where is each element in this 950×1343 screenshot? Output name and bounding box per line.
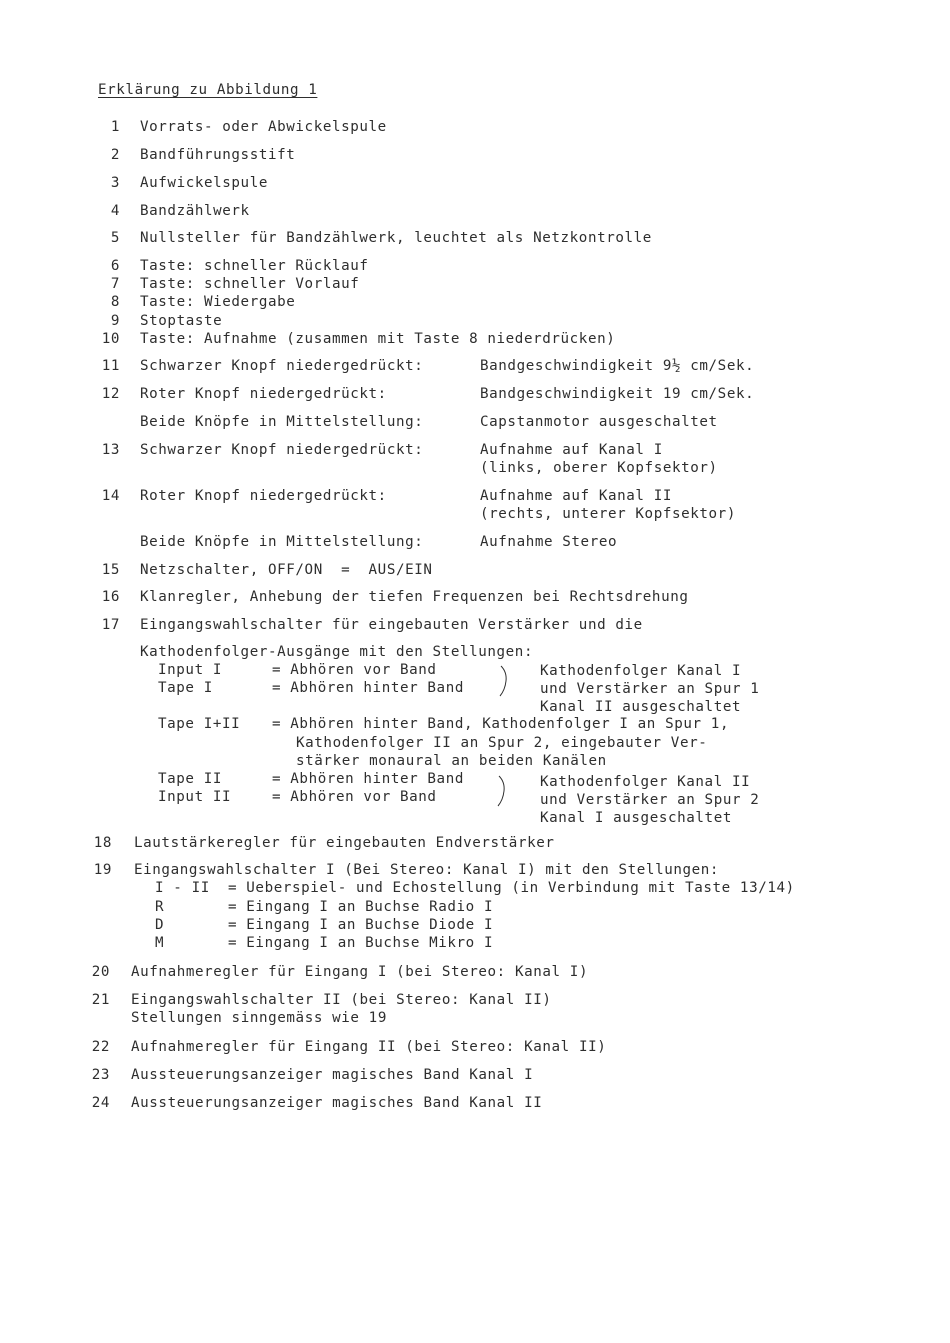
item-text: Stellungen sinngemäss wie 19 — [131, 1010, 387, 1026]
switch-description: = Abhören hinter Band, Kathodenfolger I an Spur 1, — [272, 716, 730, 732]
item-text: Stoptaste — [140, 313, 223, 329]
item-number: 16 — [101, 589, 120, 605]
item-text: Taste: schneller Vorlauf — [140, 276, 360, 292]
switch-description: = Abhören vor Band — [272, 789, 437, 805]
item-text: Aussteuerungsanzeiger magisches Band Kanal II — [131, 1095, 543, 1111]
item-text: Nullsteller für Bandzählwerk, leuchtet als Netzkontrolle — [140, 230, 652, 246]
item-number: 3 — [110, 175, 120, 191]
item-number: 19 — [93, 862, 112, 878]
note-line: Kathodenfolger Kanal I — [540, 663, 742, 679]
item-text: Eingangswahlschalter I (Bei Stereo: Kanal I) mit den Stellungen: — [134, 862, 720, 878]
item-number: 1 — [110, 119, 120, 135]
item-number: 11 — [101, 358, 120, 374]
item-text: Aufnahmeregler für Eingang II (bei Stereo: Kanal II) — [131, 1039, 607, 1055]
note-line: und Verstärker an Spur 1 — [540, 681, 760, 697]
switch-label: I - II — [155, 880, 210, 896]
switch-label: Tape II — [158, 771, 222, 787]
item-number: 22 — [91, 1039, 110, 1055]
item-number: 20 — [91, 964, 110, 980]
switch-description: = Eingang I an Buchse Radio I — [228, 899, 494, 915]
switch-description: = Abhören hinter Band — [272, 771, 464, 787]
item-number: 2 — [110, 147, 120, 163]
switch-description: stärker monaural an beiden Kanälen — [296, 753, 607, 769]
item-number: 24 — [91, 1095, 110, 1111]
item-text: Lautstärkeregler für eingebauten Endverstärker — [134, 835, 555, 851]
item-text: Aufwickelspule — [140, 175, 268, 191]
item-text: Taste: schneller Rücklauf — [140, 258, 369, 274]
item-number: 17 — [101, 617, 120, 633]
kathodenfolger-intro: Kathodenfolger-Ausgänge mit den Stellungen: — [140, 644, 534, 660]
item-text: Netzschalter, OFF/ON = AUS/EIN — [140, 562, 433, 578]
item-number: 7 — [110, 276, 120, 292]
item-number: 8 — [110, 294, 120, 310]
item-text: Klanregler, Anhebung der tiefen Frequenzen bei Rechtsdrehung — [140, 589, 689, 605]
item-value: Bandgeschwindigkeit 19 cm/Sek. — [480, 386, 755, 402]
item-text: Schwarzer Knopf niedergedrückt: — [140, 442, 424, 458]
item-text: Bandzählwerk — [140, 203, 250, 219]
item-value-detail: (links, oberer Kopfsektor) — [480, 460, 718, 476]
item-value: Capstanmotor ausgeschaltet — [480, 414, 718, 430]
brace-icon — [495, 774, 509, 808]
switch-label: R — [155, 899, 165, 915]
note-line: und Verstärker an Spur 2 — [540, 792, 760, 808]
item-text: Taste: Wiedergabe — [140, 294, 296, 310]
item-number: 6 — [110, 258, 120, 274]
switch-description: = Abhören hinter Band — [272, 680, 464, 696]
switch-label: M — [155, 935, 165, 951]
item-text: Bandführungsstift — [140, 147, 296, 163]
switch-label: Tape I+II — [158, 716, 241, 732]
item-number: 12 — [101, 386, 120, 402]
item-text: Taste: Aufnahme (zusammen mit Taste 8 niederdrücken) — [140, 331, 616, 347]
item-value: Aufnahme Stereo — [480, 534, 618, 550]
item-text: Vorrats- oder Abwickelspule — [140, 119, 387, 135]
note-line: Kanal II ausgeschaltet — [540, 699, 742, 715]
item-value: Aufnahme auf Kanal I — [480, 442, 663, 458]
item-number: 15 — [101, 562, 120, 578]
switch-label: D — [155, 917, 165, 933]
item-text: Aussteuerungsanzeiger magisches Band Kanal I — [131, 1067, 534, 1083]
switch-label: Input II — [158, 789, 232, 805]
item-value-detail: (rechts, unterer Kopfsektor) — [480, 506, 736, 522]
item-value: Aufnahme auf Kanal II — [480, 488, 672, 504]
item-value: Bandgeschwindigkeit 9½ cm/Sek. — [480, 358, 755, 374]
item-number: 9 — [110, 313, 120, 329]
item-number: 13 — [101, 442, 120, 458]
item-number: 21 — [91, 992, 110, 1008]
switch-label: Tape I — [158, 680, 213, 696]
note-line: Kathodenfolger Kanal II — [540, 774, 751, 790]
item-text: Eingangswahlschalter für eingebauten Verstärker und die — [140, 617, 643, 633]
item-text: Beide Knöpfe in Mittelstellung: — [140, 534, 424, 550]
switch-description: = Eingang I an Buchse Diode I — [228, 917, 494, 933]
switch-description: = Eingang I an Buchse Mikro I — [228, 935, 494, 951]
item-text: Roter Knopf niedergedrückt: — [140, 386, 387, 402]
item-number: 14 — [101, 488, 120, 504]
brace-icon — [497, 664, 511, 698]
item-text: Eingangswahlschalter II (bei Stereo: Kanal II) — [131, 992, 552, 1008]
item-text: Beide Knöpfe in Mittelstellung: — [140, 414, 424, 430]
item-number: 10 — [101, 331, 120, 347]
item-number: 5 — [110, 230, 120, 246]
item-number: 4 — [110, 203, 120, 219]
page-title: Erklärung zu Abbildung 1 — [98, 82, 318, 98]
switch-label: Input I — [158, 662, 222, 678]
switch-description: = Abhören vor Band — [272, 662, 437, 678]
item-text: Aufnahmeregler für Eingang I (bei Stereo: Kanal I) — [131, 964, 589, 980]
switch-description: = Ueberspiel- und Echostellung (in Verbindung mit Taste 13/14) — [228, 880, 795, 896]
item-text: Roter Knopf niedergedrückt: — [140, 488, 387, 504]
note-line: Kanal I ausgeschaltet — [540, 810, 732, 826]
item-text: Schwarzer Knopf niedergedrückt: — [140, 358, 424, 374]
switch-description: Kathodenfolger II an Spur 2, eingebauter Ver- — [296, 735, 708, 751]
item-number: 23 — [91, 1067, 110, 1083]
item-number: 18 — [93, 835, 112, 851]
